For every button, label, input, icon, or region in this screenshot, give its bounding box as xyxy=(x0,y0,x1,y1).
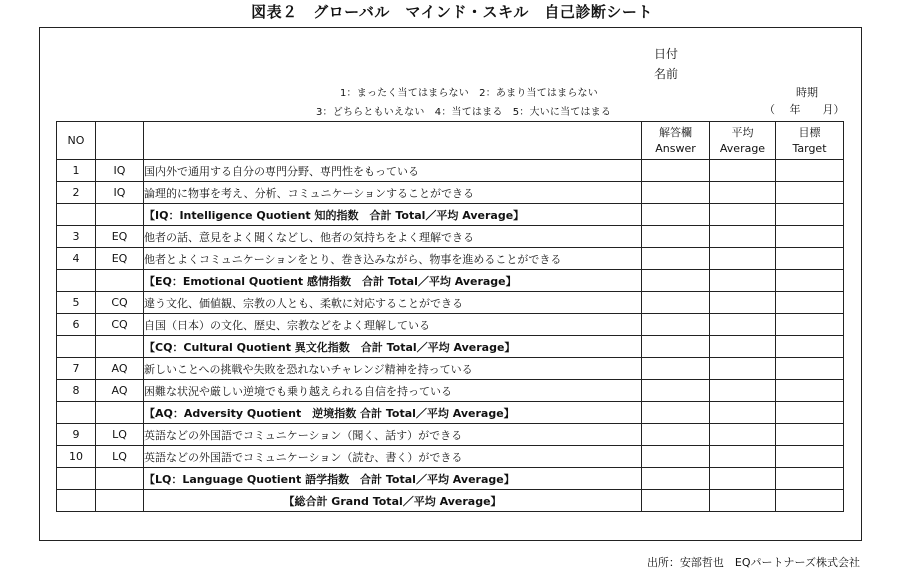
header-average xyxy=(710,122,776,160)
subtotal-target-cell[interactable] xyxy=(776,336,844,358)
row-number: 4 xyxy=(57,248,96,270)
average-cell[interactable] xyxy=(710,424,776,446)
row-item-text: 他者の話、意見をよく聞くなどし、他者の気持ちをよく理解できる xyxy=(144,226,642,248)
table-row xyxy=(57,160,844,182)
target-cell[interactable] xyxy=(776,314,844,336)
subtotal-average-cell[interactable] xyxy=(710,402,776,424)
answer-cell[interactable] xyxy=(642,314,710,336)
row-category: EQ xyxy=(96,248,144,270)
target-cell[interactable] xyxy=(776,292,844,314)
target-cell[interactable] xyxy=(776,160,844,182)
row-number: 9 xyxy=(57,424,96,446)
row-category: AQ xyxy=(96,380,144,402)
row-item-text: 英語などの外国語でコミュニケーション（聞く、話す）ができる xyxy=(144,424,642,446)
header-answer-en: Answer xyxy=(655,141,696,155)
row-item-text: 他者とよくコミュニケーションをとり、巻き込みながら、物事を進めることができる xyxy=(144,248,642,270)
header-average-ja: 平均 xyxy=(731,125,754,139)
target-cell[interactable] xyxy=(776,358,844,380)
average-cell[interactable] xyxy=(710,248,776,270)
row-item-text: 新しいことへの挑戦や失敗を恐れないチャレンジ精神を持っている xyxy=(144,358,642,380)
row-category: CQ xyxy=(96,314,144,336)
answer-cell[interactable] xyxy=(642,182,710,204)
table-row xyxy=(57,314,844,336)
answer-cell[interactable] xyxy=(642,358,710,380)
subtotal-spacer xyxy=(96,270,144,292)
subtotal-spacer xyxy=(96,204,144,226)
subtotal-label: 【IQ：Intelligence Quotient 知的指数 合計 Total／平均 Average】 xyxy=(144,204,642,226)
total-target-cell[interactable] xyxy=(776,490,844,512)
subtotal-row xyxy=(57,402,844,424)
target-cell[interactable] xyxy=(776,446,844,468)
subtotal-spacer xyxy=(57,336,96,358)
subtotal-spacer xyxy=(57,468,96,490)
total-spacer xyxy=(57,490,96,512)
subtotal-answer-cell[interactable] xyxy=(642,402,710,424)
row-category: AQ xyxy=(96,358,144,380)
header-target-en: Target xyxy=(792,141,827,155)
table-row xyxy=(57,380,844,402)
row-item-text: 英語などの外国語でコミュニケーション（読む、書く）ができる xyxy=(144,446,642,468)
scale-line-1: 1：まったく当てはまらない 2：あまり当てはまらない xyxy=(340,88,598,99)
period-label: 時期 xyxy=(796,86,818,99)
header-answer-ja: 解答欄 xyxy=(659,125,692,139)
total-average-cell[interactable] xyxy=(710,490,776,512)
answer-cell[interactable] xyxy=(642,424,710,446)
subtotal-row xyxy=(57,336,844,358)
subtotal-label: 【LQ：Language Quotient 語学指数 合計 Total／平均 Average】 xyxy=(144,468,642,490)
row-number: 1 xyxy=(57,160,96,182)
header-target xyxy=(776,122,844,160)
row-category: LQ xyxy=(96,446,144,468)
answer-cell[interactable] xyxy=(642,446,710,468)
grand-total-label: 【総合計 Grand Total／平均 Average】 xyxy=(144,490,642,512)
row-number: 7 xyxy=(57,358,96,380)
row-item-text: 自国（日本）の文化、歴史、宗教などをよく理解している xyxy=(144,314,642,336)
subtotal-answer-cell[interactable] xyxy=(642,336,710,358)
average-cell[interactable] xyxy=(710,182,776,204)
total-answer-cell[interactable] xyxy=(642,490,710,512)
name-label: 名前 xyxy=(654,67,679,81)
header-answer xyxy=(642,122,710,160)
subtotal-average-cell[interactable] xyxy=(710,468,776,490)
row-category: CQ xyxy=(96,292,144,314)
answer-cell[interactable] xyxy=(642,226,710,248)
table-row xyxy=(57,292,844,314)
subtotal-average-cell[interactable] xyxy=(710,270,776,292)
header-target-ja: 目標 xyxy=(798,125,821,139)
answer-cell[interactable] xyxy=(642,380,710,402)
average-cell[interactable] xyxy=(710,314,776,336)
subtotal-answer-cell[interactable] xyxy=(642,468,710,490)
row-category: IQ xyxy=(96,160,144,182)
grand-total-row xyxy=(57,490,844,512)
target-cell[interactable] xyxy=(776,226,844,248)
header-item xyxy=(144,122,642,160)
subtotal-row xyxy=(57,468,844,490)
subtotal-answer-cell[interactable] xyxy=(642,270,710,292)
row-number: 5 xyxy=(57,292,96,314)
subtotal-target-cell[interactable] xyxy=(776,402,844,424)
average-cell[interactable] xyxy=(710,358,776,380)
subtotal-spacer xyxy=(96,468,144,490)
table-row xyxy=(57,446,844,468)
diagnosis-table xyxy=(56,121,844,512)
subtotal-label: 【EQ：Emotional Quotient 感情指数 合計 Total／平均 Average】 xyxy=(144,270,642,292)
row-category: IQ xyxy=(96,182,144,204)
subtotal-row xyxy=(57,204,844,226)
source-note: 出所：安部哲也 EQパートナーズ株式会社 xyxy=(646,556,860,569)
header-category xyxy=(96,122,144,160)
subtotal-target-cell[interactable] xyxy=(776,204,844,226)
row-item-text: 国内外で通用する自分の専門分野、専門性をもっている xyxy=(144,160,642,182)
row-number: 2 xyxy=(57,182,96,204)
target-cell[interactable] xyxy=(776,182,844,204)
subtotal-label: 【AQ：Adversity Quotient 逆境指数 合計 Total／平均 Average】 xyxy=(144,402,642,424)
row-category: LQ xyxy=(96,424,144,446)
target-cell[interactable] xyxy=(776,248,844,270)
page-title: 図表２ グローバル マインド・スキル 自己診断シート xyxy=(251,3,653,21)
row-number: 6 xyxy=(57,314,96,336)
subtotal-row xyxy=(57,270,844,292)
row-number: 3 xyxy=(57,226,96,248)
row-item-text: 論理的に物事を考え、分析、コミュニケーションすることができる xyxy=(144,182,642,204)
average-cell[interactable] xyxy=(710,160,776,182)
row-category: EQ xyxy=(96,226,144,248)
scale-line-2: 3：どちらともいえない 4：当てはまる 5：大いに当てはまる xyxy=(316,107,612,118)
table-row xyxy=(57,358,844,380)
subtotal-spacer xyxy=(96,402,144,424)
target-cell[interactable] xyxy=(776,424,844,446)
period-value: （ 年 月） xyxy=(764,103,845,116)
subtotal-target-cell[interactable] xyxy=(776,468,844,490)
subtotal-answer-cell[interactable] xyxy=(642,204,710,226)
table-row xyxy=(57,248,844,270)
row-number: 10 xyxy=(57,446,96,468)
date-label: 日付 xyxy=(654,47,679,61)
header-average-en: Average xyxy=(719,141,766,155)
table-row xyxy=(57,226,844,248)
answer-cell[interactable] xyxy=(642,292,710,314)
row-item-text: 違う文化、価値観、宗教の人とも、柔軟に対応することができる xyxy=(144,292,642,314)
row-number: 8 xyxy=(57,380,96,402)
row-item-text: 困難な状況や厳しい逆境でも乗り越えられる自信を持っている xyxy=(144,380,642,402)
table-row xyxy=(57,424,844,446)
answer-cell[interactable] xyxy=(642,248,710,270)
total-spacer xyxy=(96,490,144,512)
target-cell[interactable] xyxy=(776,380,844,402)
subtotal-spacer xyxy=(57,270,96,292)
average-cell[interactable] xyxy=(710,292,776,314)
answer-cell[interactable] xyxy=(642,160,710,182)
subtotal-target-cell[interactable] xyxy=(776,270,844,292)
header-no: NO xyxy=(57,122,96,160)
subtotal-average-cell[interactable] xyxy=(710,336,776,358)
subtotal-spacer xyxy=(96,336,144,358)
average-cell[interactable] xyxy=(710,226,776,248)
subtotal-average-cell[interactable] xyxy=(710,204,776,226)
subtotal-spacer xyxy=(57,204,96,226)
subtotal-label: 【CQ：Cultural Quotient 異文化指数 合計 Total／平均 Average】 xyxy=(144,336,642,358)
subtotal-spacer xyxy=(57,402,96,424)
average-cell[interactable] xyxy=(710,446,776,468)
average-cell[interactable] xyxy=(710,380,776,402)
table-row xyxy=(57,182,844,204)
table-header-row xyxy=(57,122,844,160)
